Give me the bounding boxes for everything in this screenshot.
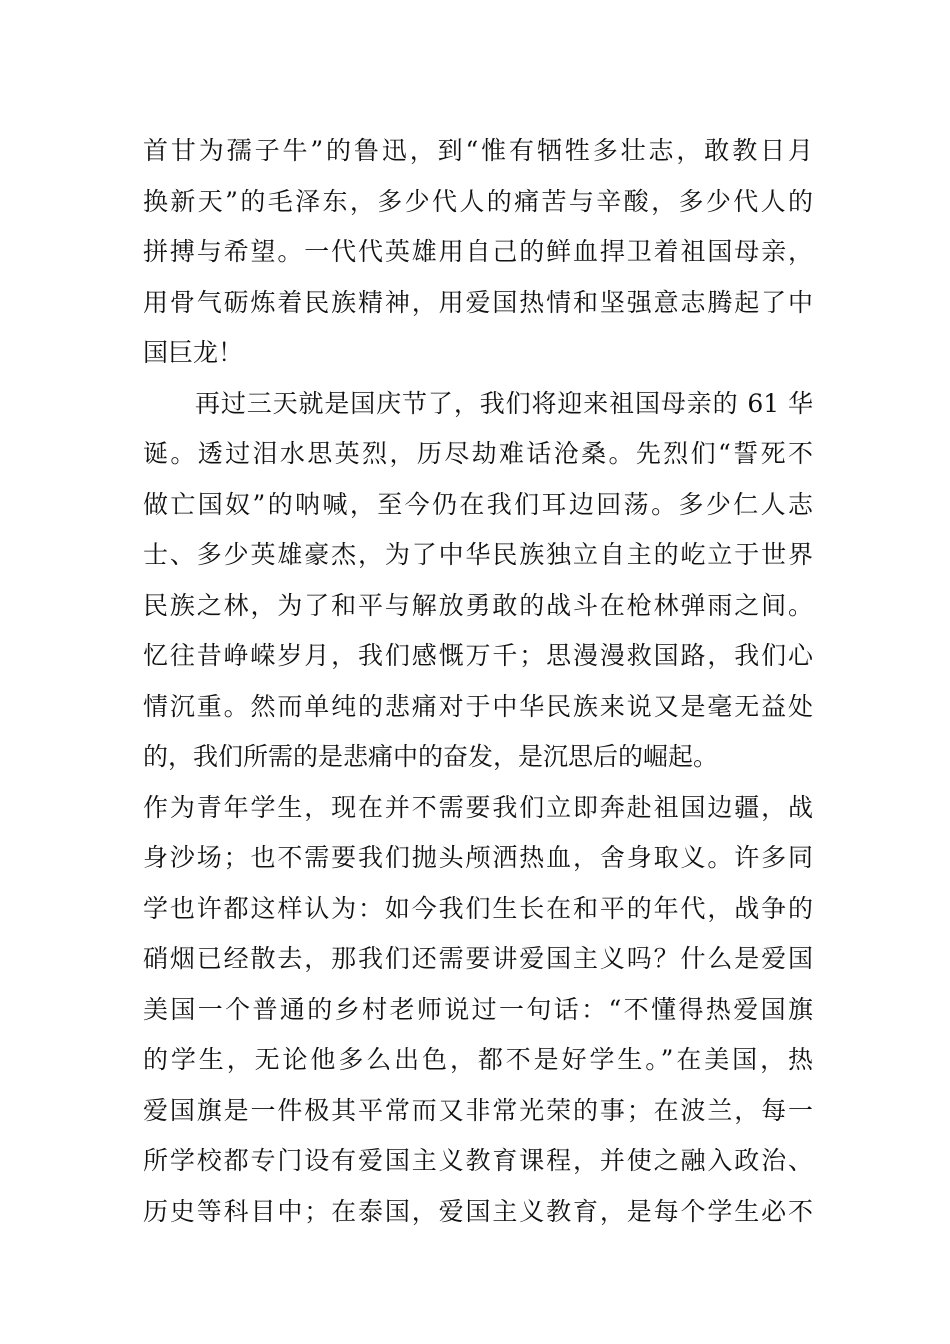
text-line-2: 换新天”的毛泽东，多少代人的痛苦与辛酸，多少代人的 xyxy=(143,186,813,216)
text-line-7: 诞。透过泪水思英烈，历尽劫难话沧桑。先烈们“誓死不 xyxy=(143,439,813,468)
text-line-13: 的，我们所需的是悲痛中的奋发，是沉思后的崛起。 xyxy=(143,742,719,771)
body-text xyxy=(143,126,813,1237)
text-line-8: 做亡国奴”的呐喊，至今仍在我们耳边回荡。多少仁人志 xyxy=(143,489,813,519)
text-line-5: 国巨龙！ xyxy=(143,338,244,367)
text-line-15: 身沙场；也不需要我们抛头颅洒热血，舍身取义。许多同 xyxy=(143,843,813,872)
text-line-21: 所学校都专门设有爱国主义教育课程，并使之融入政治、 xyxy=(143,1146,813,1175)
text-line-10: 民族之林，为了和平与解放勇敢的战斗在枪林弹雨之间。 xyxy=(143,590,813,620)
text-line-3: 拼搏与希望。一代代英雄用自己的鲜血捍卫着祖国母亲， xyxy=(143,237,813,266)
text-line-14: 作为青年学生，现在并不需要我们立即奔赴祖国边疆，战 xyxy=(143,792,813,822)
text-line-12: 情沉重。然而单纯的悲痛对于中华民族来说又是毫无益处 xyxy=(143,691,813,721)
text-line-18: 美国一个普通的乡村老师说过一句话：“不懂得热爱国旗 xyxy=(143,994,813,1024)
text-line-4: 用骨气砺炼着民族精神，用爱国热情和坚强意志腾起了中 xyxy=(143,287,813,317)
text-line-1: 首甘为孺子牛”的鲁迅，到“惟有牺牲多壮志，敢教日月 xyxy=(143,136,813,165)
text-line-9: 士、多少英雄豪杰，为了中华民族独立自主的屹立于世界 xyxy=(143,540,813,569)
text-line-20: 爱国旗是一件极其平常而又非常光荣的事；在波兰，每一 xyxy=(143,1095,813,1125)
text-line-22: 历史等科目中；在泰国，爱国主义教育，是每个学生必不 xyxy=(143,1196,813,1226)
text-line-11: 忆往昔峥嵘岁月，我们感慨万千；思漫漫救国路，我们心 xyxy=(143,641,813,670)
text-line-19: 的学生，无论他多么出色，都不是好学生。”在美国，热 xyxy=(143,1045,813,1074)
text-line-6: 再过三天就是国庆节了，我们将迎来祖国母亲的 61 华 xyxy=(195,388,813,418)
text-line-17: 硝烟已经散去，那我们还需要讲爱国主义吗？什么是爱国 xyxy=(143,944,813,973)
text-line-16: 学也许都这样认为：如今我们生长在和平的年代，战争的 xyxy=(143,893,813,923)
